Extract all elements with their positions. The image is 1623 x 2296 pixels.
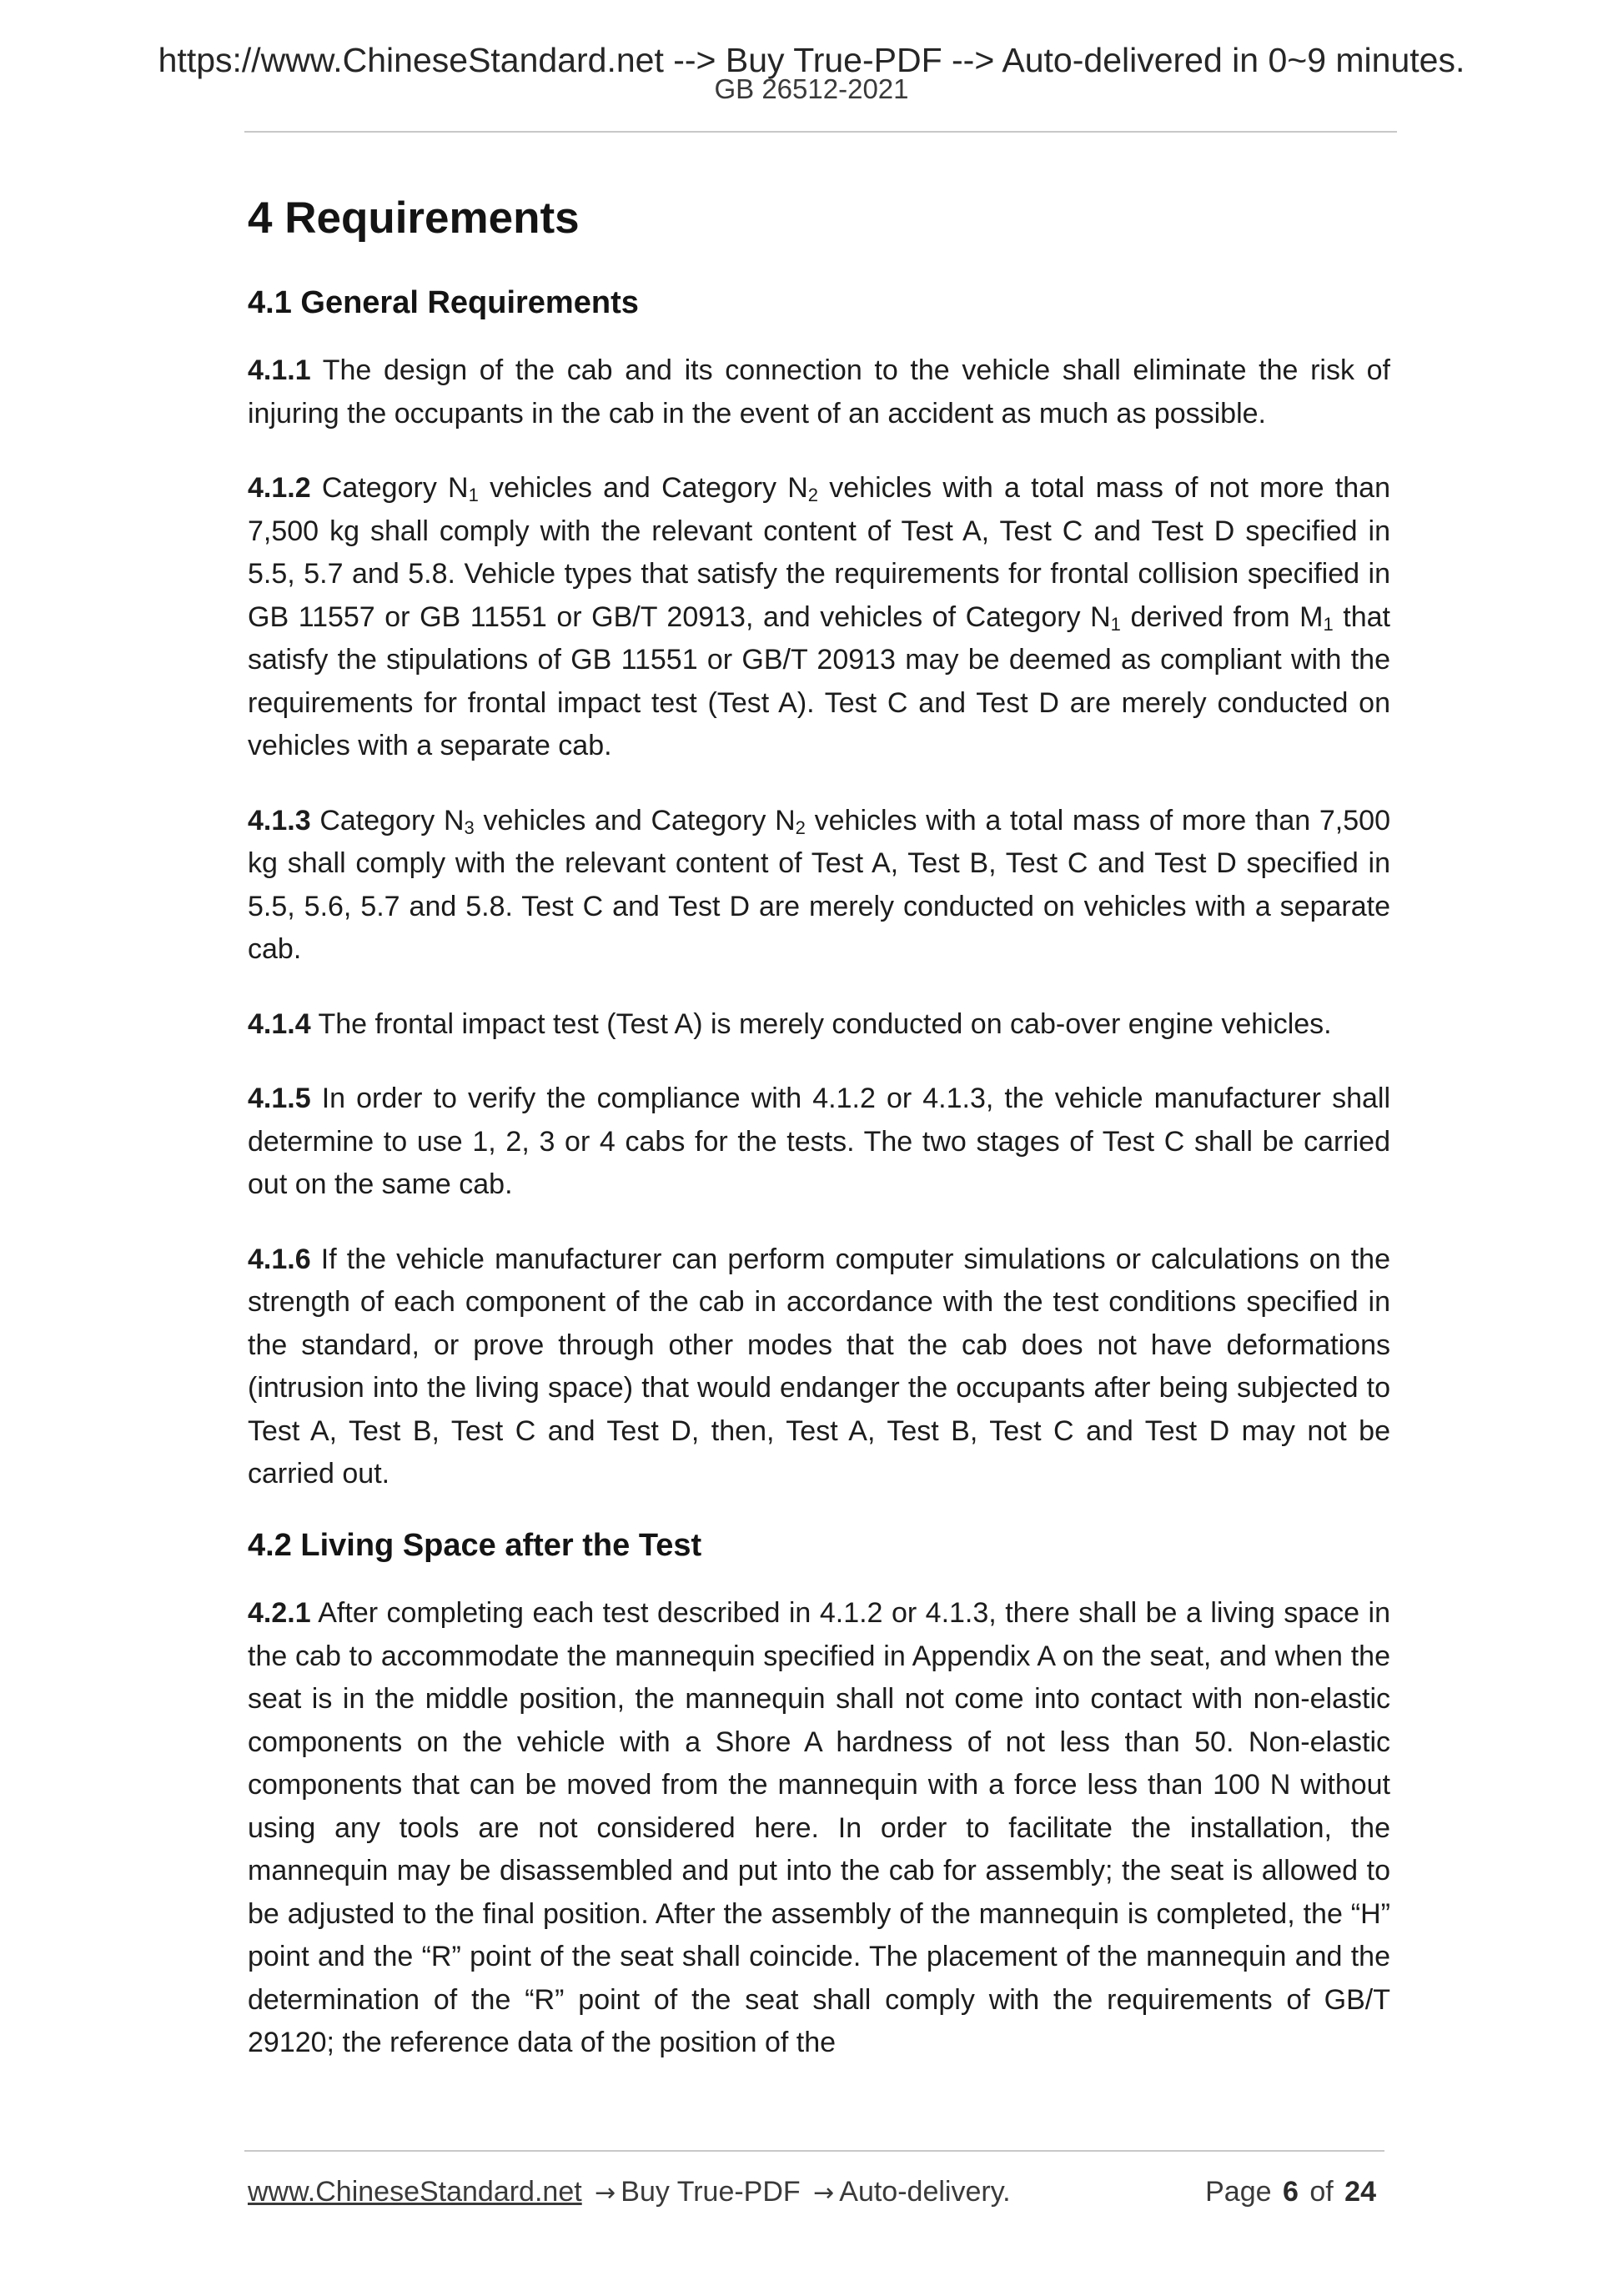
clause-number: 4.1.5 [248, 1083, 311, 1115]
clause-text: vehicles and Category N [474, 804, 796, 837]
subscript: 1 [468, 485, 479, 506]
current-page: 6 [1282, 2176, 1299, 2208]
header-banner: https://www.ChineseStandard.net --> Buy True-PDF --> Auto-delivered in 0~9 minutes. [158, 41, 1465, 79]
subscript: 2 [807, 485, 819, 506]
clause-number: 4.1.6 [248, 1243, 311, 1275]
clause-4-1-4 [248, 1003, 1390, 1047]
subscript: 3 [464, 816, 475, 838]
subsection-title-general: 4.1 General Requirements [248, 284, 639, 320]
subscript: 2 [795, 816, 806, 838]
clause-text: The design of the cab and its connection to the vehicle shall eliminate the risk of injuring the occupants in the cab in the event of an accident as much as possible. [248, 354, 1390, 430]
page-number [1205, 2175, 1379, 2209]
clause-text: In order to verify the compliance with 4.1.2 or 4.1.3, the vehicle manufacturer shall determine to use 1, 2, 3 or 4 cabs for the tests. The two stages of Test C shall be carried out on the same cab. [248, 1083, 1390, 1201]
clause-number: 4.1.3 [248, 804, 311, 837]
clause-4-2-1 [248, 1592, 1390, 2065]
right-arrow-icon: → [813, 2178, 835, 2208]
footer-buy-text: Buy True-PDF [621, 2176, 801, 2208]
page-label: Page [1205, 2176, 1272, 2208]
clause-number: 4.1.4 [248, 1007, 311, 1040]
page-body [248, 192, 1390, 2097]
clause-4-1-2 [248, 467, 1390, 768]
header-divider [244, 131, 1397, 133]
clause-text: vehicles with a total mass of more than 7,500 kg shall comply with the relevant content of Test A, Test B, Test C and Test D specified in 5.5, 5.6, 5.7 and 5.8. Test C and Test D are merely conducted on vehicles with a separate cab. [248, 804, 1390, 966]
right-arrow-icon: → [595, 2178, 616, 2208]
clause-number: 4.1.2 [248, 472, 311, 505]
standard-code: GB 26512-2021 [714, 73, 909, 104]
clause-text: Category N [321, 472, 469, 505]
clause-text: derived from M [1120, 600, 1324, 633]
clause-text: vehicles and Category N [478, 472, 808, 505]
footer-divider [244, 2150, 1384, 2152]
clause-text: The frontal impact test (Test A) is merely conducted on cab-over engine vehicles. [318, 1007, 1332, 1040]
footer-website-link[interactable]: www.ChineseStandard.net [248, 2176, 582, 2208]
footer-delivery-text: Auto-delivery. [839, 2176, 1011, 2208]
subsection-title-living-space: 4.2 Living Space after the Test [248, 1527, 702, 1563]
page-footer [248, 2175, 1388, 2209]
clause-text: vehicles with a total mass of not more than 7,500 kg shall comply with the relevant content of Test A, Test C and Test D specified in 5.5, 5.7 and 5.8. Vehicle types that satisfy the requirements for frontal collision specified in GB 11557 or GB 11551 or GB/T 20913, and vehicles of Category N [248, 472, 1390, 633]
clause-text: Category N [319, 804, 465, 837]
clause-text: After completing each test described in 4.1.2 or 4.1.3, there shall be a living space in the cab to accommodate the mannequin specified in Appendix A on the seat, and when the seat is in the middle position, the mannequin shall not come into contact with non-elastic components on the vehicle with a Shore A hardness of not less than 50. Non-elastic components that can be moved from the mannequin with a force less than 100 N without using any tools are not considered here. In order to facilitate the installation, the mannequin may be disassembled and put into the cab for assembly; the seat is allowed to be adjusted to the final position. After the assembly of the mannequin is completed, the “H” point and the “R” point of the seat shall coincide. The placement of the mannequin and the determination of the “R” point of the seat shall comply with the requirements of GB/T 29120; the reference data of the position of the [248, 1597, 1390, 2059]
clause-text: that satisfy the stipulations of GB 11551 or GB/T 20913 may be deemed as compliant with the requirements for frontal impact test (Test A). Test C and Test D are merely conducted on vehicles with a separate cab. [248, 600, 1390, 762]
clause-4-1-6 [248, 1238, 1390, 1496]
clause-number: 4.1.1 [248, 354, 311, 387]
section-title: 4 Requirements [248, 193, 580, 243]
clause-4-1-1 [248, 349, 1390, 435]
subscript: 1 [1110, 613, 1121, 635]
of-label: of [1309, 2176, 1334, 2208]
total-pages: 24 [1344, 2176, 1376, 2208]
clause-text: If the vehicle manufacturer can perform computer simulations or calculations on the strength of each component of the cab in accordance with the test conditions specified in the standard, or prove through other modes that the cab does not have deformations (intrusion into the living space) that would endanger the occupants after being subjected to Test A, Test B, Test C and Test D, then, Test A, Test B, Test C and Test D may not be carried out. [248, 1243, 1391, 1490]
subscript: 1 [1323, 613, 1334, 635]
clause-number: 4.2.1 [248, 1597, 311, 1630]
clause-4-1-3 [248, 800, 1390, 972]
clause-4-1-5 [248, 1078, 1390, 1207]
